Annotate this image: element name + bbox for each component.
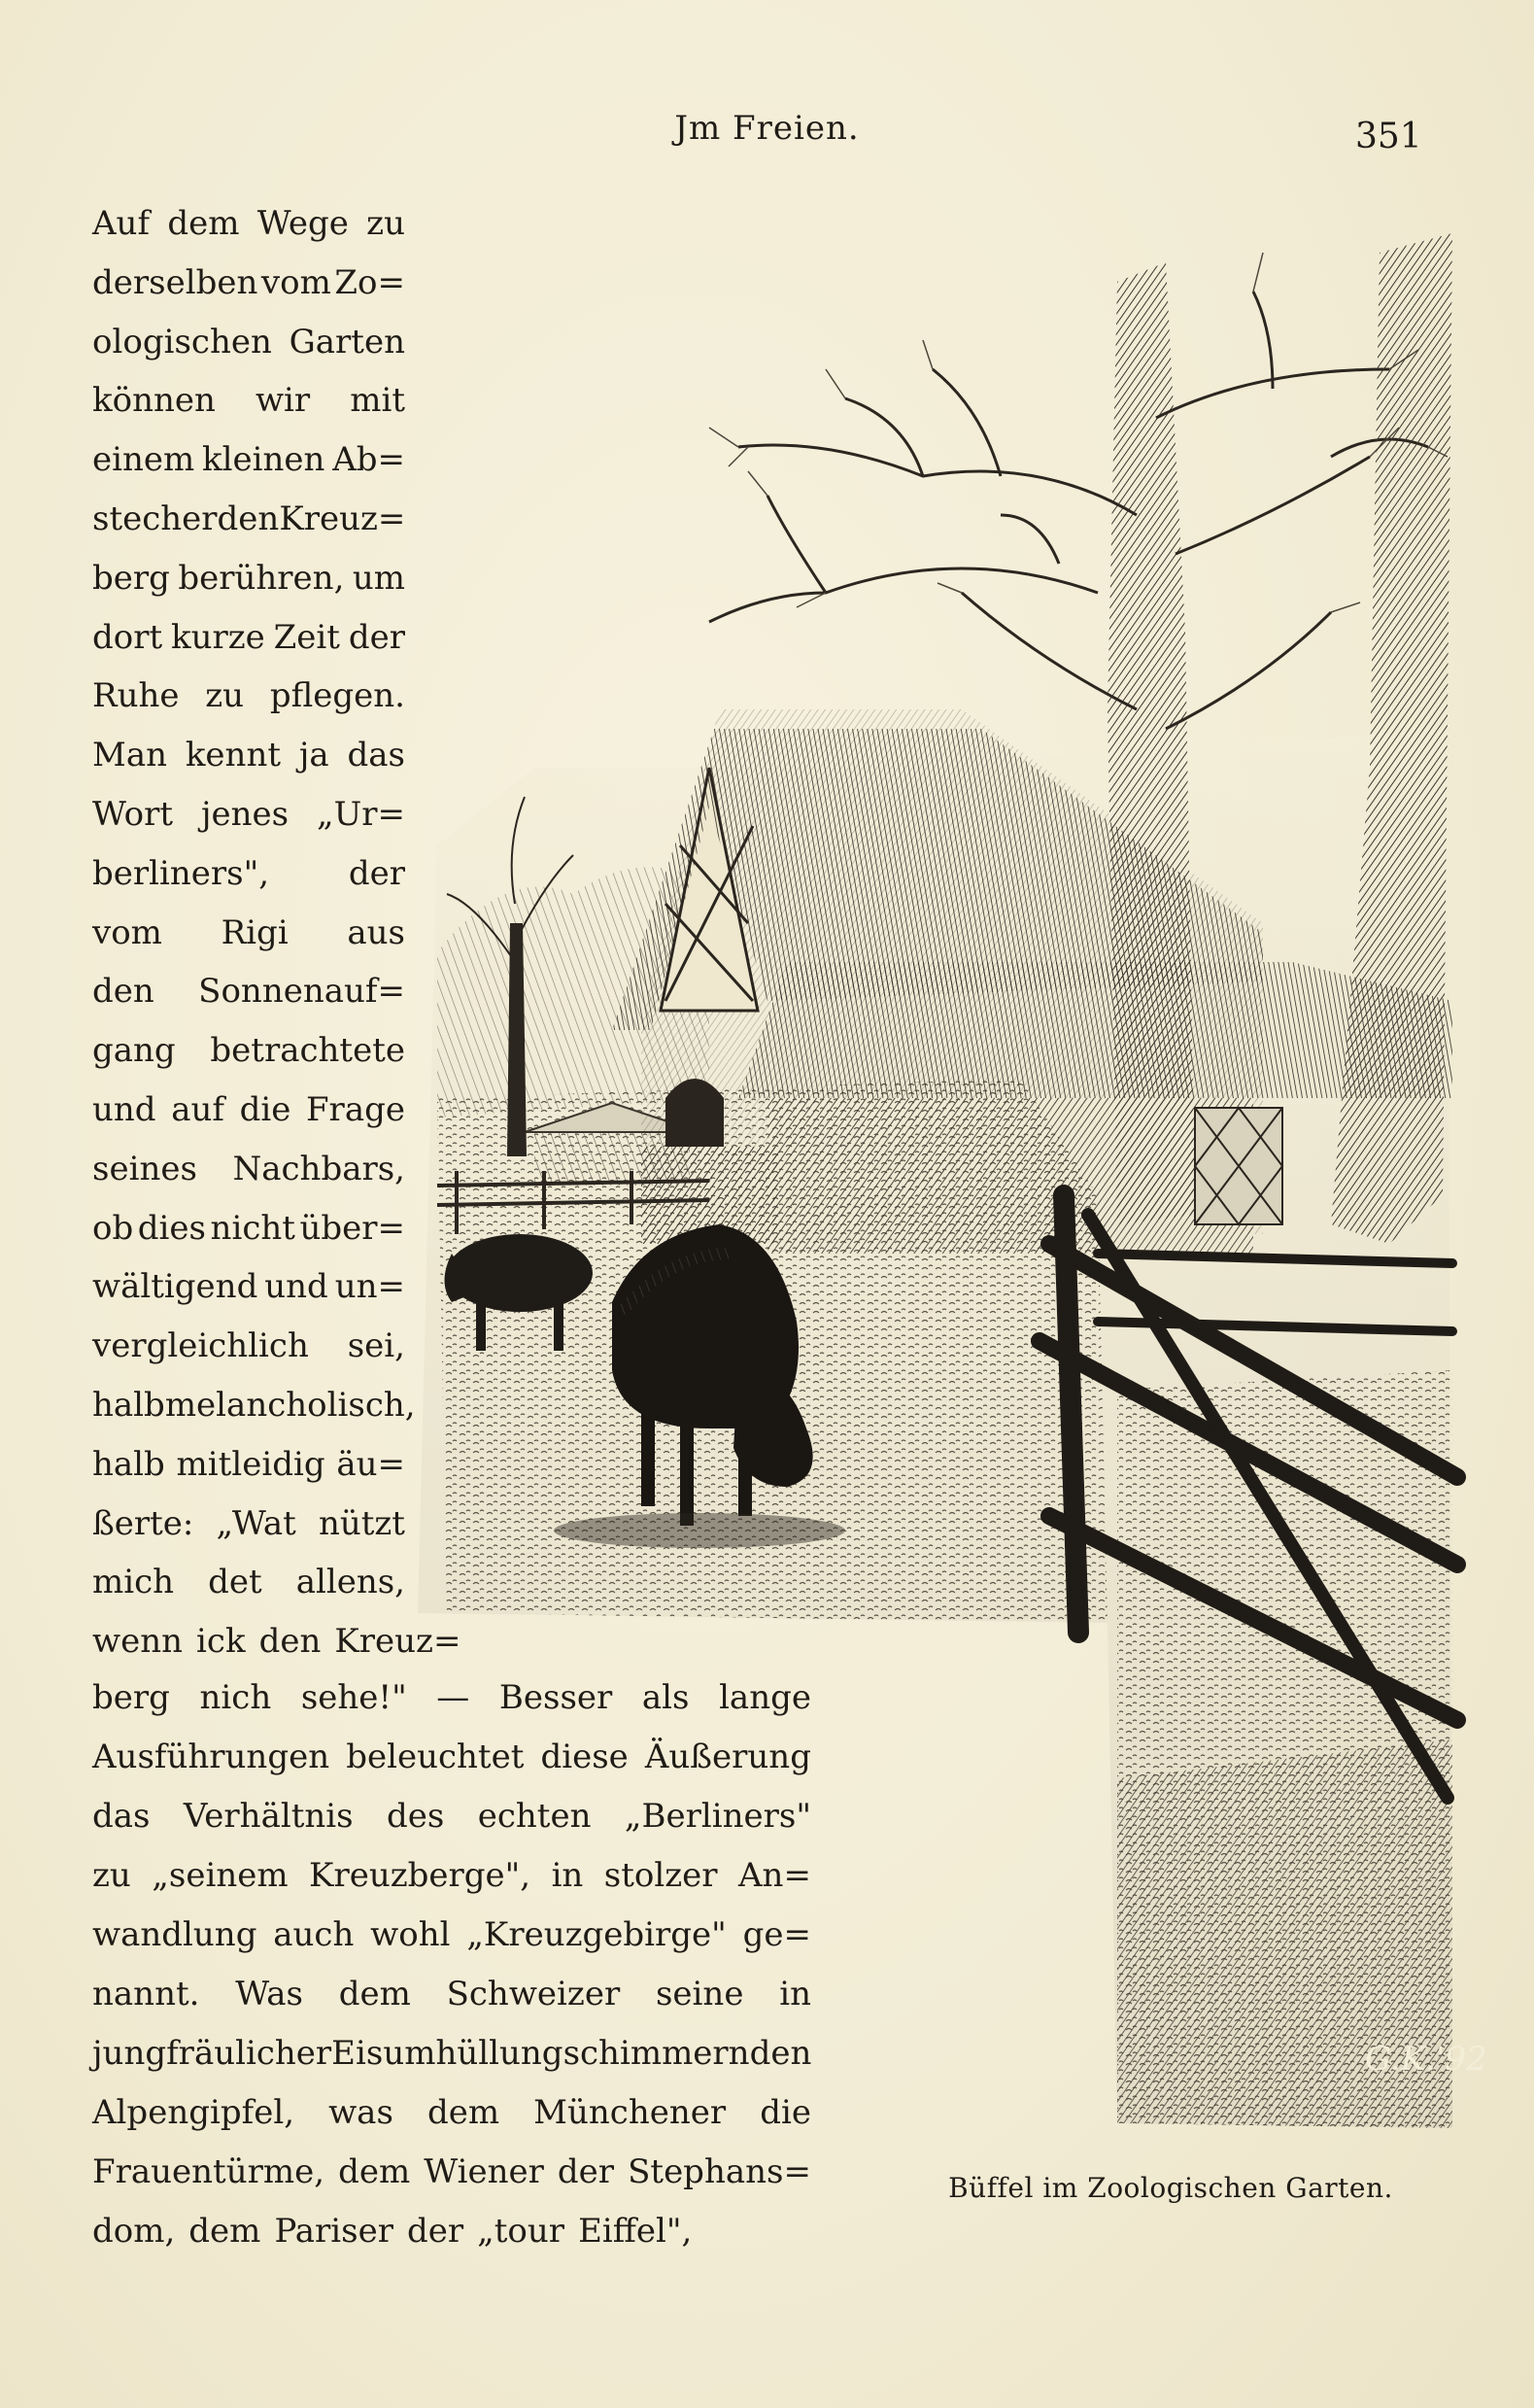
text-line: berg berühren, um	[92, 558, 405, 598]
text-line: Man kennt ja das	[92, 736, 405, 775]
text-line: derselben vom Zo=	[92, 262, 405, 302]
text-line: gang betrachtete	[92, 1031, 405, 1071]
text-line: Auf dem Wege zu	[92, 204, 405, 243]
text-line: dom, dem Pariser der „tour Eiffel",	[92, 2212, 693, 2251]
text-line: nannt. Was dem Schweizer seine in	[92, 1975, 811, 2013]
text-line: einem kleinen Ab=	[92, 440, 405, 480]
text-line: berg nich sehe!" — Besser als lange	[92, 1678, 811, 1717]
text-line: Ruhe zu pflegen.	[92, 676, 405, 716]
text-line: das Verhältnis des echten „Berliners"	[92, 1797, 811, 1836]
text-line: ob dies nicht über=	[92, 1208, 405, 1248]
artist-signature: G.K.'92	[1365, 2040, 1487, 2079]
text-line: können wir mit	[92, 381, 405, 421]
text-line: dort kurze Zeit der	[92, 617, 405, 657]
text-line: wandlung auch wohl „Kreuzgebirge" ge=	[92, 1915, 811, 1954]
text-line: berliners", der	[92, 853, 405, 893]
text-line: Wort jenes „Ur=	[92, 794, 405, 834]
text-line: vom Rigi aus	[92, 912, 405, 952]
body-text-narrow-column	[92, 194, 461, 1671]
text-line: zu „seinem Kreuzberge", in stolzer An=	[92, 1856, 811, 1895]
text-line: ologischen Garten	[92, 322, 405, 361]
running-header: Jm Freien.	[674, 109, 860, 148]
figure-caption: Büffel im Zoologischen Garten.	[948, 2172, 1393, 2204]
text-line: vergleichlich sei,	[92, 1326, 405, 1366]
text-line: Ausführungen beleuchtet diese Äußerung	[92, 1737, 811, 1776]
text-line: mich det allens,	[92, 1563, 405, 1602]
text-line: halb mitleidig äu=	[92, 1444, 405, 1484]
text-line: den Sonnenauf=	[92, 972, 405, 1012]
text-line: halb melancholisch,	[92, 1385, 416, 1425]
text-line: wenn ick den Kreuz=	[92, 1622, 461, 1662]
text-line: stecher den Kreuz=	[92, 499, 406, 538]
text-line: Frauentürme, dem Wiener der Stephans=	[92, 2152, 811, 2191]
page-number: 351	[1355, 117, 1422, 156]
text-line: und auf die Frage	[92, 1089, 405, 1129]
text-line: jungfräulicher Eisumhüllung schimmernden	[92, 2034, 812, 2073]
buffalo-illustration	[418, 224, 1487, 2148]
text-line: ßerte: „Wat nützt	[92, 1503, 405, 1543]
text-line: seines Nachbars,	[92, 1149, 405, 1188]
text-line: wältigend und un=	[92, 1267, 405, 1307]
text-line: Alpengipfel, was dem Münchener die	[92, 2093, 811, 2132]
